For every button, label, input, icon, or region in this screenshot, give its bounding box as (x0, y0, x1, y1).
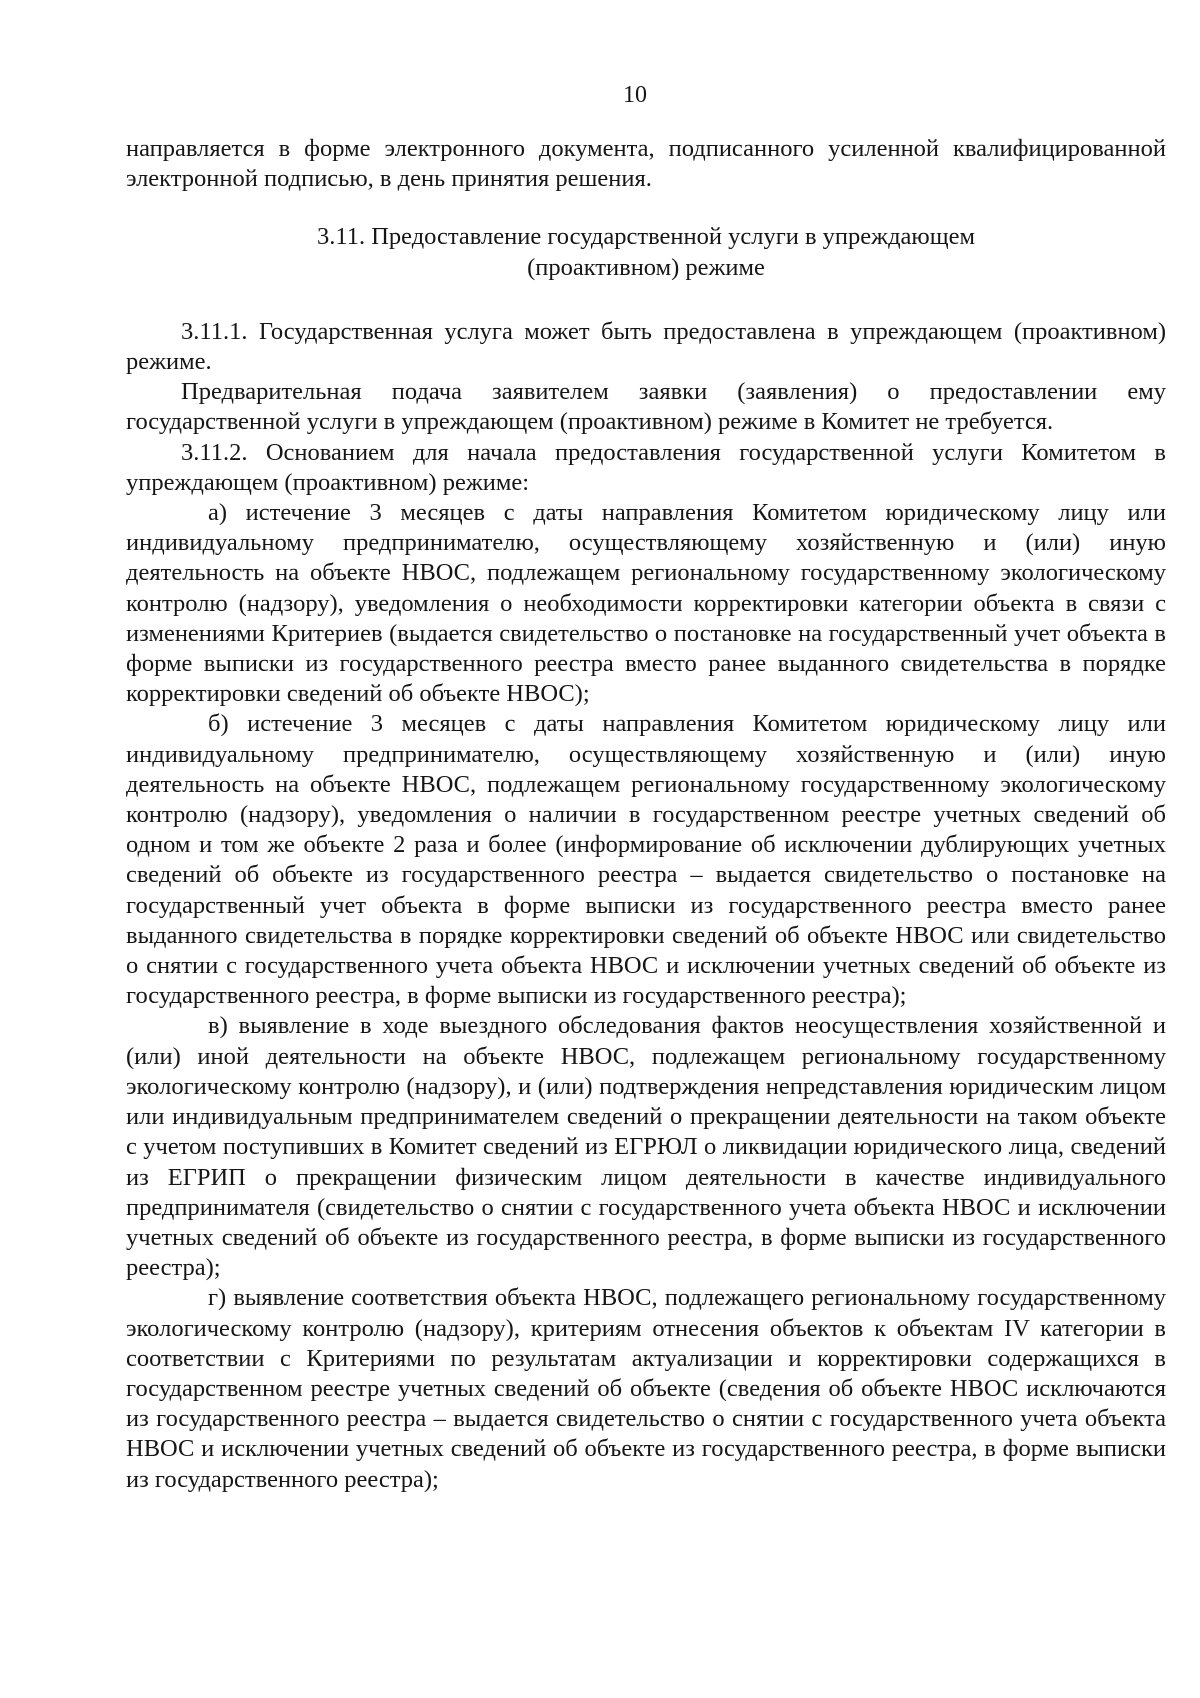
paragraph-3-11-2: 3.11.2. Основанием для начала предоставления государственной услуги Комитетом в упреждающем (проактивном) режиме: (126, 438, 1166, 496)
section-heading (126, 222, 1166, 282)
section-heading-line-1: 3.11. Предоставление государственной услуги в упреждающем (317, 223, 975, 251)
list-item-g: г) выявление соответствия объекта НВОС, подлежащего региональному государственному экологическому контролю (надзору), критериям отнесения объектов к объектам IV категории в соответствии с Критериями по результатам актуализации и корректировки содержащихся в государственном реестре учетных сведений об объекте (сведения об объекте НВОС исключаются из государственного реестра – выдается свидетельство о снятии с государственного учета объекта НВОС и исключении учетных сведений об объекте из государственного реестра, в форме выписки из государственного реестра); (126, 1284, 1166, 1493)
list-item-a: а) истечение 3 месяцев с даты направления Комитетом юридическому лицу или индивидуальному предпринимателю, осуществляющему хозяйственную и (или) иную деятельность на объекте НВОС, подлежащем региональному государственному экологическому контролю (надзору), уведомления о необходимости корректировки категории объекта в связи с изменениями Критериев (выдается свидетельство о постановке на государственный учет объекта в форме выписки из государственного реестра вместо ранее выданного свидетельства в порядке корректировки сведений об объекте НВОС); (126, 499, 1166, 708)
list-item-v: в) выявление в ходе выездного обследования фактов неосуществления хозяйственной и (или) иной деятельности на объекте НВОС, подлежащем региональному государственному экологическому контролю (надзору), и (или) подтверждения непредставления юридическим лицом или индивидуальным предпринимателем сведений о прекращении деятельности на таком объекте с учетом поступивших в Комитет сведений из ЕГРЮЛ о ликвидации юридического лица, сведений из ЕГРИП о прекращении физическим лицом деятельности в качестве индивидуального предпринимателя (свидетельство о снятии с государственного учета объекта НВОС и исключении учетных сведений об объекте из государственного реестра, в форме выписки из государственного реестра); (126, 1012, 1166, 1282)
page-number: 10 (623, 82, 647, 108)
list-item-b: б) истечение 3 месяцев с даты направления Комитетом юридическому лицу или индивидуальному предпринимателю, осуществляющему хозяйственную и (или) иную деятельность на объекте НВОС, подлежащем региональному государственному экологическому контролю (надзору), уведомления о наличии в государственном реестре учетных сведений об одном и том же объекте 2 раза и более (информирование об исключении дублирующих учетных сведений об объекте из государственного реестра – выдается свидетельство о постановке на государственный учет объекта в форме выписки из государственного реестра вместо ранее выданного свидетельства в порядке корректировки сведений об объекте НВОС или свидетельство о снятии с государственного учета объекта НВОС и исключении учетных сведений об объекте из государственного реестра, в форме выписки из государственного реестра); (126, 710, 1166, 1010)
paragraph-application-not-required: Предварительная подача заявителем заявки (заявления) о предоставлении ему государственной услуги в упреждающем (проактивном) режиме в Комитет не требуется. (126, 378, 1166, 436)
section-heading-line-2: (проактивном) режиме (527, 253, 765, 281)
document-body (126, 134, 1166, 1495)
intro-paragraph: направляется в форме электронного документа, подписанного усиленной квалифицированной электронной подписью, в день принятия решения. (126, 135, 1166, 193)
paragraph-3-11-1: 3.11.1. Государственная услуга может быть предоставлена в упреждающем (проактивном) режиме. (126, 317, 1166, 376)
